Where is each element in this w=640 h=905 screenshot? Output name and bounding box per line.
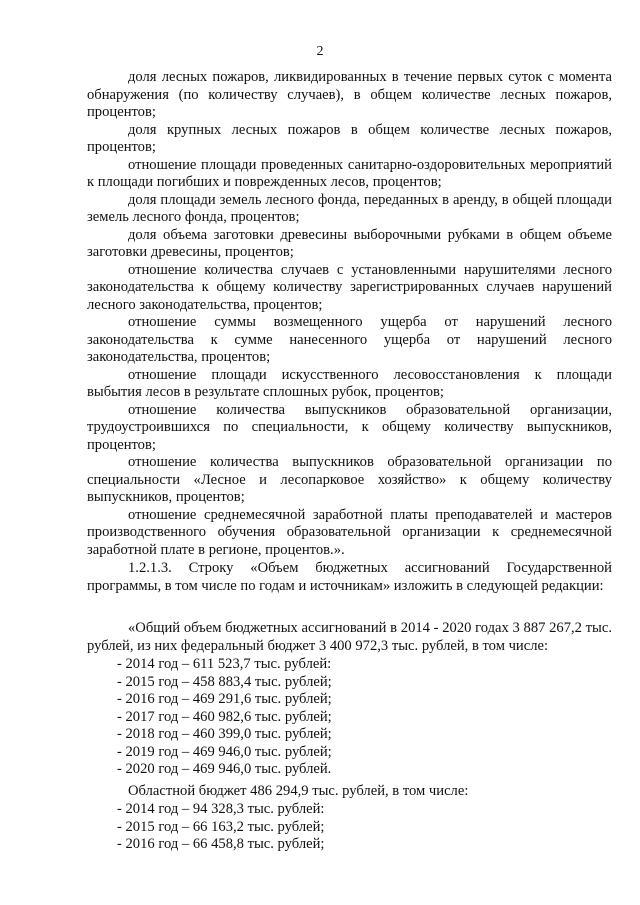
regional-paragraph: Областной бюджет 486 294,9 тыс. рублей, в том числе: (128, 783, 469, 799)
page-number: 2 (316, 44, 324, 59)
indicator-paragraph: отношение среднемесячной заработной платы преподавателей и мастеров производственного обучения образовательной организации к среднемесячной заработной плате в регионе, процентов.». (87, 506, 612, 558)
list-item: - 2017 год – 460 982,6 тыс. рублей; (117, 708, 332, 725)
indicator-paragraph: отношение суммы возмещенного ущерба от нарушений лесного законодательства к сумме нанесенного ущерба от нарушений лесного законодательства, процентов; (87, 314, 612, 365)
indicator-paragraph: отношение количества выпускников образовательной организации, трудоустроившихся по специальности, к общему количеству выпускников, процентов; (87, 401, 612, 453)
clause-block (87, 560, 612, 595)
indicator-paragraph: отношение площади проведенных санитарно-оздоровительных мероприятий к площади погибших и поврежденных лесов, процентов; (87, 156, 612, 190)
indicator-paragraph: доля крупных лесных пожаров в общем количестве лесных пожаров, процентов; (87, 121, 612, 155)
list-item: - 2019 год – 469 946,0 тыс. рублей; (117, 743, 332, 760)
list-item: - 2020 год – 469 946,0 тыс. рублей. (117, 761, 332, 777)
indicator-paragraph: отношение количества случаев с установленными нарушителями лесного законодательства к общему количеству зарегистрированных случаев нарушений лесного законодательства, процентов; (87, 261, 612, 313)
indicator-paragraph: доля лесных пожаров, ликвидированных в течение первых суток с момента обнаружения (по количеству случаев), в общем количестве лесных пожаров, процентов; (87, 69, 612, 120)
total-block (87, 620, 612, 655)
list-item: - 2016 год – 469 291,6 тыс. рублей; (117, 691, 332, 707)
indicators-list (87, 69, 612, 559)
list-item: - 2016 год – 66 458,8 тыс. рублей; (117, 836, 325, 852)
list-item: - 2014 год – 611 523,7 тыс. рублей: (117, 656, 332, 672)
list-item: - 2018 год – 460 399,0 тыс. рублей; (117, 726, 332, 742)
indicator-paragraph: доля площади земель лесного фонда, переданных в аренду, в общей площади земель лесного фонда, процентов; (87, 191, 612, 225)
indicator-paragraph: отношение площади искусственного лесовосстановления к площади выбытия лесов в результате сплошных рубок, процентов; (87, 366, 612, 400)
regional-years-list (117, 801, 324, 854)
federal-years-list (117, 656, 332, 779)
list-item: - 2015 год – 458 883,4 тыс. рублей; (117, 673, 332, 690)
total-paragraph: «Общий объем бюджетных ассигнований в 2014 - 2020 годах 3 887 267,2 тыс. рублей, из них федеральный бюджет 3 400 972,3 тыс. рублей, в том числе: (87, 620, 612, 654)
indicator-paragraph: доля объема заготовки древесины выборочными рубками в общем объеме заготовки древесины, процентов; (87, 226, 612, 260)
list-item: - 2014 год – 94 328,3 тыс. рублей: (117, 801, 325, 817)
list-item: - 2015 год – 66 163,2 тыс. рублей; (117, 818, 325, 835)
indicator-paragraph: отношение количества выпускников образовательной организации по специальности «Лесное и лесопарковое хозяйство» к общему количеству выпускников, процентов; (87, 454, 612, 505)
clause-paragraph: 1.2.1.3. Строку «Объем бюджетных ассигнований Государственной программы, в том числе по годам и источникам» изложить в следующей редакции: (87, 560, 612, 594)
regional-heading (128, 783, 468, 801)
